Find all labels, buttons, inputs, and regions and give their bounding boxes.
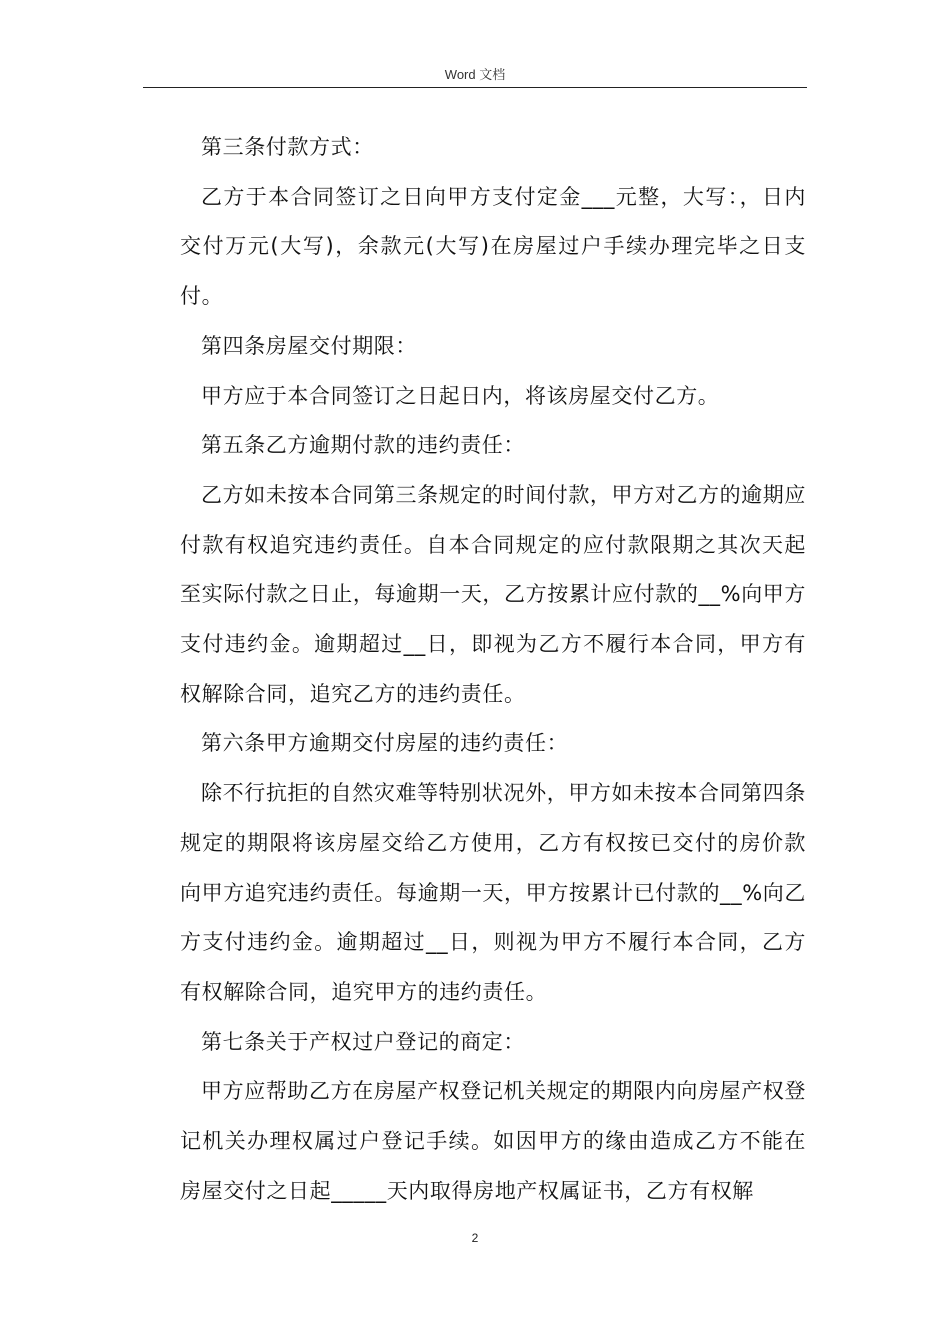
- article-7-heading: 第七条关于产权过户登记的商定：: [201, 1029, 525, 1054]
- article-7-paragraph: 甲方应帮助乙方在房屋产权登记机关规定的期限内向房屋产权登记机关办理权属过户登记手续。如因甲方的缘由造成乙方不能在房屋交付之日起_____天内取得房地产权属证书，乙方有权解: [180, 1079, 806, 1203]
- article-5-paragraph: 乙方如未按本合同第三条规定的时间付款，甲方对乙方的逾期应付款有权追究违约责任。自本合同规定的应付款限期之其次天起至实际付款之日止，每逾期一天，乙方按累计应付款的__%向甲方支付违约金。逾期超过__日，即视为乙方不履行本合同，甲方有权解除合同，追究乙方的违约责任。: [180, 482, 806, 706]
- header-divider: [143, 87, 807, 88]
- article-5-heading: 第五条乙方逾期付款的违约责任：: [201, 433, 525, 458]
- article-3-heading: 第三条付款方式：: [201, 135, 374, 159]
- page-number: 2: [471, 1231, 479, 1245]
- article-6-paragraph: 除不行抗拒的自然灾难等特别状况外，甲方如未按本合同第四条规定的期限将该房屋交给乙方使用，乙方有权按已交付的房价款向甲方追究违约责任。每逾期一天，甲方按累计已付款的__%向乙方支付违约金。逾期超过__日，则视为甲方不履行本合同，乙方有权解除合同，追究甲方的违约责任。: [180, 781, 806, 1004]
- article-4-heading: 第四条房屋交付期限：: [201, 333, 417, 358]
- document-body: [180, 123, 806, 1216]
- article-6-heading: 第六条甲方逾期交付房屋的违约责任：: [201, 731, 569, 756]
- page-header: Word 文档: [444, 67, 506, 82]
- article-4-paragraph: 甲方应于本合同签订之日起日内，将该房屋交付乙方。: [201, 383, 720, 408]
- article-3-paragraph: 乙方于本合同签订之日向甲方支付定金___元整，大写：，日内交付万元(大写)，余款元(大写)在房屋过户手续办理完毕之日支付。: [180, 184, 806, 309]
